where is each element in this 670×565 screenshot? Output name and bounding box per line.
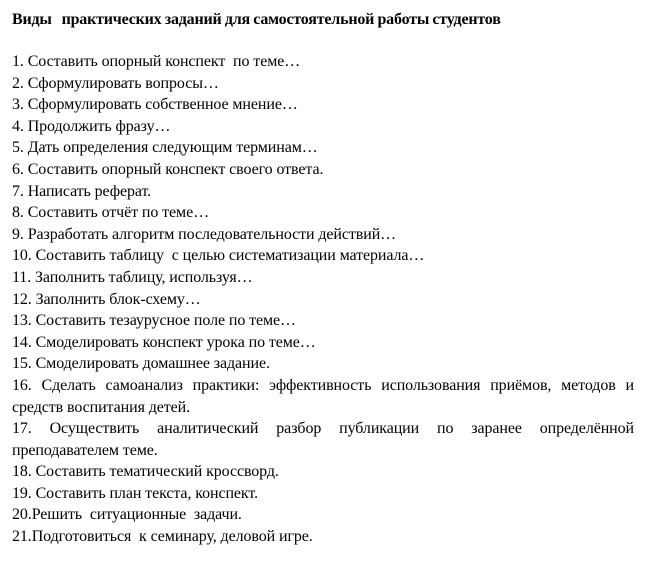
list-item: 4. Продолжить фразу… (12, 117, 171, 135)
list-item: 5. Дать определения следующим терминам… (12, 139, 318, 157)
list-item: 10. Составить таблицу с целью систематизации материала… (12, 247, 425, 265)
list-item: 18. Составить тематический кроссворд. (12, 463, 279, 481)
list-item: 9. Разработать алгоритм последовательности действий… (12, 225, 397, 243)
list-item: 11. Заполнить таблицу, используя… (12, 268, 253, 286)
list-item: 14. Смоделировать конспект урока по теме… (12, 333, 316, 351)
list-item: 19. Составить план текста, конспект. (12, 484, 258, 502)
list-item: 7. Написать реферат. (12, 182, 152, 200)
list-item: 15. Смоделировать домашнее задание. (12, 355, 270, 373)
list-item: 13. Составить тезаурусное поле по теме… (12, 312, 296, 330)
document-title: Виды практических заданий для самостоятельной работы студентов (12, 11, 501, 28)
list-item: 16. Сделать самоанализ практики: эффективность использования приёмов, методов и средств воспитания детей. (12, 376, 634, 416)
task-list (12, 51, 634, 548)
list-item: 8. Составить отчёт по теме… (12, 204, 209, 222)
list-item: 3. Сформулировать собственное мнение… (12, 96, 298, 114)
list-item: 2. Сформулировать вопросы… (12, 74, 219, 92)
document-page (12, 10, 634, 548)
list-item: 1. Составить опорный конспект по теме… (12, 53, 301, 70)
list-item: 21.Подготовиться к семинару, деловой игре. (12, 528, 313, 546)
list-item: 12. Заполнить блок-схему… (12, 290, 201, 308)
list-item: 17. Осуществить аналитический разбор публикации по заранее определённой преподавателем теме. (12, 420, 634, 459)
list-item: 20.Решить ситуационные задачи. (12, 506, 242, 524)
list-item: 6. Составить опорный конспект своего ответа. (12, 160, 324, 178)
